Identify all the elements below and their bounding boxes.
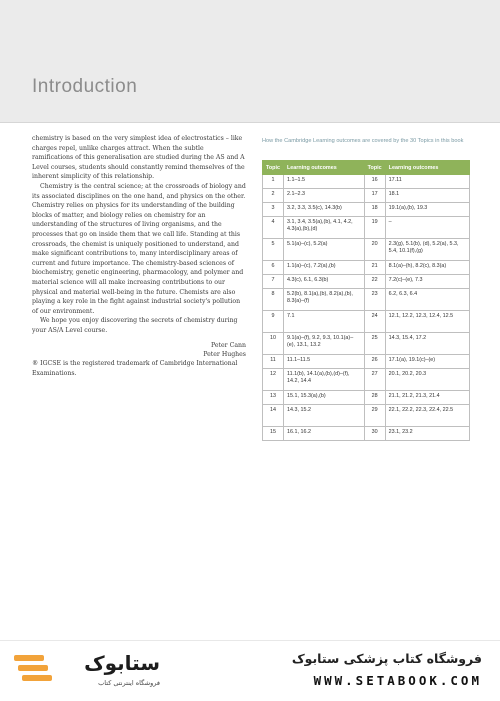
table-cell: 30 xyxy=(364,427,385,441)
table-cell: 14.3, 15.4, 17.2 xyxy=(385,333,469,355)
table-cell: 28 xyxy=(364,391,385,405)
store-footer-banner xyxy=(0,640,500,701)
table-cell: 21.1, 21.2, 21.3, 21.4 xyxy=(385,391,469,405)
table-cell: 6.2, 6.3, 6.4 xyxy=(385,289,469,311)
table-row xyxy=(263,189,470,203)
table-row xyxy=(263,261,470,275)
table-cell: 9.1(a)–(f), 9.2, 9.3, 10.1(a)–(e), 13.1, 13.2 xyxy=(284,333,365,355)
table-cell: 2 xyxy=(263,189,284,203)
table-cell: – xyxy=(385,217,469,239)
author-signatures xyxy=(32,341,246,359)
table-row xyxy=(263,391,470,405)
table-cell: 2.1–2.3 xyxy=(284,189,365,203)
table-cell: 3.2, 3.3, 3.5(c), 14.3(b) xyxy=(284,203,365,217)
body-paragraph: chemistry is based on the very simplest idea of electrostatics – like charges repel, unlike charges attract. When the subtle ramifications of this generalisation are studied during the AS and A Level courses, students should constantly remind themselves of the inherent simplicity of this relationship. xyxy=(32,135,245,181)
setabook-logo-icon xyxy=(12,649,56,689)
table-cell: 7.1 xyxy=(284,311,365,333)
table-row xyxy=(263,405,470,427)
table-cell: 10 xyxy=(263,333,284,355)
table-cell: 3.1, 3.4, 3.5(a),(b), 4.1, 4.2, 4.3(a),(b),(d) xyxy=(284,217,365,239)
logo-wordmark: ستابوک xyxy=(84,651,160,675)
table-cell: 24 xyxy=(364,311,385,333)
table-cell: 25 xyxy=(364,333,385,355)
author-name: Peter Hughes xyxy=(203,351,246,359)
table-cell: 22.1, 22.2, 22.3, 22.4, 22.5 xyxy=(385,405,469,427)
body-paragraph: Chemistry is the central science; at the crossroads of biology and its associated disciplines on the one hand, and physics on the other. Chemistry relies on physics for its understanding of the building blocks of matter, and biology relies on chemistry for an understanding of the structures of living organisms, and the processes that go on inside them that we call life. Standing at this crossroads, the chemist is uniquely positioned to understand, and make significant contributions to, many interdisciplinary areas of current and future importance. The chemistry-based sciences of biochemistry, genetic engineering, pharmacology, and polymer and material science will all make increasing contributions to our physical and material well-being in the future. Chemists are also playing a key role in the fight against industrial society's pollution of our environment. xyxy=(32,182,246,315)
table-cell: 2.3(g), 5.1(b), (d), 5.2(a), 5.3, 5.4, 10.1(f),(g) xyxy=(385,239,469,261)
table-cell: 1.1(a)–(c), 7.2(a),(b) xyxy=(284,261,365,275)
table-cell: 17 xyxy=(364,189,385,203)
table-row xyxy=(263,289,470,311)
body-paragraph: We hope you enjoy discovering the secrets of chemistry during your AS/A Level course. xyxy=(32,317,238,334)
table-row xyxy=(263,275,470,289)
table-cell: 14.3, 15.2 xyxy=(284,405,365,427)
table-header-row xyxy=(263,161,470,175)
page-title: Introduction xyxy=(32,76,138,97)
table-cell: 11.1(b), 14.1(a),(b),(d)–(f), 14.2, 14.4 xyxy=(284,369,365,391)
table-cell: 16 xyxy=(364,175,385,189)
table-cell: 22 xyxy=(364,275,385,289)
table-cell: 21 xyxy=(364,261,385,275)
table-row xyxy=(263,175,470,189)
table-cell: 5.2(b), 8.1(a),(b), 8.2(a),(b), 8.3(a)–(f) xyxy=(284,289,365,311)
table-cell: 17.11 xyxy=(385,175,469,189)
author-name: Peter Cann xyxy=(210,342,246,350)
trademark-footnote: ® IGCSE is the registered trademark of Cambridge International Examinations. xyxy=(32,360,238,378)
table-cell: 8 xyxy=(263,289,284,311)
table-row xyxy=(263,311,470,333)
table-cell: 9 xyxy=(263,311,284,333)
table-cell: 13 xyxy=(263,391,284,405)
table-row xyxy=(263,239,470,261)
store-url-link[interactable]: WWW.SETABOOK.COM xyxy=(313,673,482,688)
table-cell: 18 xyxy=(364,203,385,217)
table-cell: 17.1(a), 19.1(c)–(e) xyxy=(385,355,469,369)
table-cell: 19.1(a),(b), 19.3 xyxy=(385,203,469,217)
table-row xyxy=(263,369,470,391)
table-cell: 11.1–11.5 xyxy=(284,355,365,369)
column-header: Topic xyxy=(364,161,385,175)
table-cell: 4.3(c), 6.1, 6.3(b) xyxy=(284,275,365,289)
table-cell: 1.1–1.5 xyxy=(284,175,365,189)
header-band xyxy=(0,0,500,123)
learning-outcomes-table xyxy=(262,160,470,441)
table-cell: 12 xyxy=(263,369,284,391)
table-cell: 29 xyxy=(364,405,385,427)
table-cell: 6 xyxy=(263,261,284,275)
table-row xyxy=(263,217,470,239)
table-cell: 1 xyxy=(263,175,284,189)
store-name: فروشگاه کتاب پزشکی ستابوک xyxy=(291,651,482,666)
table-row xyxy=(263,333,470,355)
table-row xyxy=(263,203,470,217)
table-cell: 11 xyxy=(263,355,284,369)
table-caption: How the Cambridge Learning outcomes are covered by the 30 Topics in this book xyxy=(262,138,464,144)
table-cell: 3 xyxy=(263,203,284,217)
table-cell: 19 xyxy=(364,217,385,239)
table-row xyxy=(263,427,470,441)
column-header: Learning outcomes xyxy=(385,161,469,175)
table-cell: 23.1, 23.2 xyxy=(385,427,469,441)
table-cell: 7.2(c)–(e), 7.3 xyxy=(385,275,469,289)
table-cell: 8.1(a)–(h), 8.2(c), 8.3(a) xyxy=(385,261,469,275)
table-cell: 5 xyxy=(263,239,284,261)
table-cell: 26 xyxy=(364,355,385,369)
column-header: Topic xyxy=(263,161,284,175)
table-cell: 20 xyxy=(364,239,385,261)
body-text-column xyxy=(32,134,246,379)
table-cell: 7 xyxy=(263,275,284,289)
table-cell: 23 xyxy=(364,289,385,311)
table-cell: 15 xyxy=(263,427,284,441)
table-cell: 20.1, 20.2, 20.3 xyxy=(385,369,469,391)
table-cell: 14 xyxy=(263,405,284,427)
table-cell: 4 xyxy=(263,217,284,239)
table-cell: 5.1(a)–(c), 5.2(a) xyxy=(284,239,365,261)
table-cell: 27 xyxy=(364,369,385,391)
table-cell: 12.1, 12.2, 12.3, 12.4, 12.5 xyxy=(385,311,469,333)
logo-subtitle: فروشگاه اینترنتی کتاب xyxy=(98,679,160,687)
table-cell: 18.1 xyxy=(385,189,469,203)
table-cell: 16.1, 16.2 xyxy=(284,427,365,441)
table-cell: 15.1, 15.3(a),(b) xyxy=(284,391,365,405)
table-row xyxy=(263,355,470,369)
column-header: Learning outcomes xyxy=(284,161,365,175)
